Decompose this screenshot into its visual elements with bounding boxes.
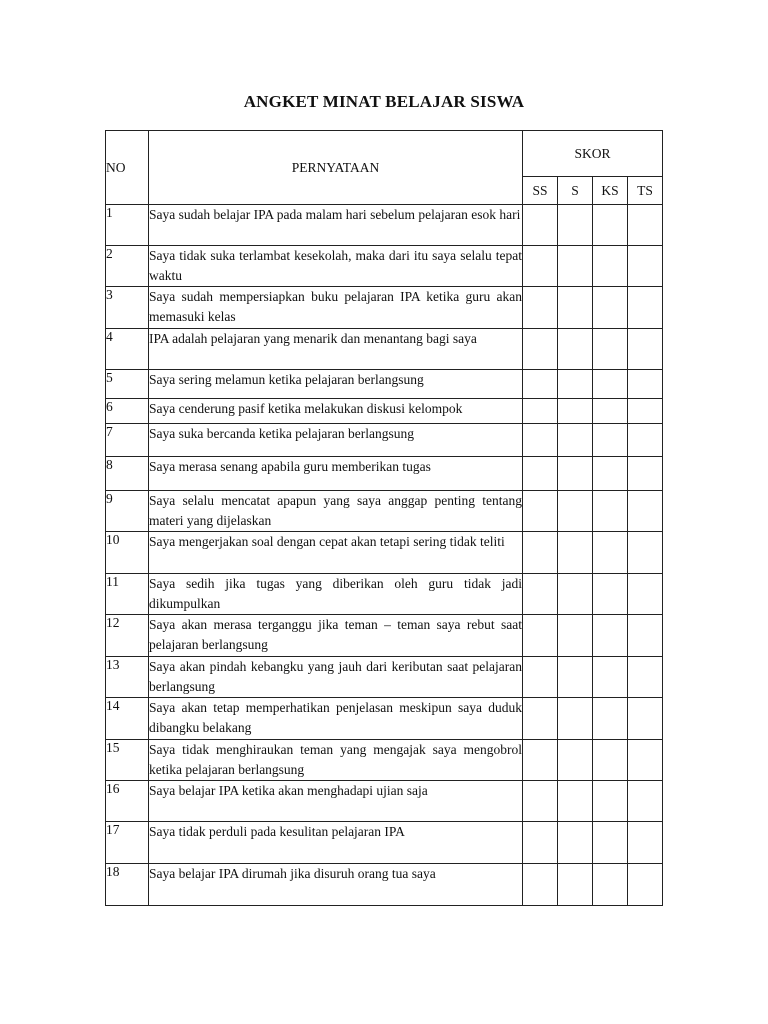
row-number: 14 xyxy=(106,698,149,740)
table-row xyxy=(106,781,663,822)
row-number: 7 xyxy=(106,424,149,457)
table-row xyxy=(106,457,663,491)
score-cell-ks[interactable] xyxy=(593,740,628,781)
score-cell-ss[interactable] xyxy=(523,329,558,370)
score-cell-ss[interactable] xyxy=(523,657,558,698)
score-cell-s[interactable] xyxy=(558,781,593,822)
row-number: 13 xyxy=(106,657,149,698)
row-statement: Saya akan tetap memperhatikan penjelasan meskipun saya duduk dibangku belakang xyxy=(149,698,523,740)
row-statement: Saya belajar IPA dirumah jika disuruh orang tua saya xyxy=(149,864,523,906)
row-number: 8 xyxy=(106,457,149,491)
score-cell-ts[interactable] xyxy=(628,287,663,329)
score-cell-ks[interactable] xyxy=(593,424,628,457)
score-cell-s[interactable] xyxy=(558,822,593,864)
page-title: ANGKET MINAT BELAJAR SISWA xyxy=(243,92,525,111)
table-row xyxy=(106,246,663,287)
score-cell-ts[interactable] xyxy=(628,864,663,906)
table-row xyxy=(106,864,663,906)
score-cell-ts[interactable] xyxy=(628,329,663,370)
score-cell-s[interactable] xyxy=(558,399,593,424)
row-statement: Saya mengerjakan soal dengan cepat akan tetapi sering tidak teliti xyxy=(149,532,523,574)
table-row xyxy=(106,532,663,574)
score-cell-ks[interactable] xyxy=(593,698,628,740)
table-row xyxy=(106,822,663,864)
header-option-s: S xyxy=(558,177,593,205)
score-cell-ss[interactable] xyxy=(523,457,558,491)
table-row xyxy=(106,740,663,781)
score-cell-ss[interactable] xyxy=(523,370,558,399)
header-no: NO xyxy=(106,131,149,205)
row-statement: Saya tidak suka terlambat kesekolah, maka dari itu saya selalu tepat waktu xyxy=(149,246,523,287)
score-cell-ss[interactable] xyxy=(523,781,558,822)
row-statement: Saya akan pindah kebangku yang jauh dari keributan saat pelajaran berlangsung xyxy=(149,657,523,698)
row-statement: Saya akan merasa terganggu jika teman – teman saya rebut saat pelajaran berlangsung xyxy=(149,615,523,657)
score-cell-ks[interactable] xyxy=(593,370,628,399)
row-number: 4 xyxy=(106,329,149,370)
score-cell-ks[interactable] xyxy=(593,399,628,424)
row-number: 15 xyxy=(106,740,149,781)
score-cell-s[interactable] xyxy=(558,287,593,329)
score-cell-ss[interactable] xyxy=(523,574,558,615)
score-cell-s[interactable] xyxy=(558,532,593,574)
score-cell-ts[interactable] xyxy=(628,615,663,657)
score-cell-ts[interactable] xyxy=(628,532,663,574)
row-number: 5 xyxy=(106,370,149,399)
score-cell-ks[interactable] xyxy=(593,864,628,906)
table-row xyxy=(106,329,663,370)
score-cell-s[interactable] xyxy=(558,615,593,657)
score-cell-ss[interactable] xyxy=(523,532,558,574)
score-cell-ts[interactable] xyxy=(628,370,663,399)
table-row xyxy=(106,287,663,329)
table-body xyxy=(106,205,663,906)
row-number: 2 xyxy=(106,246,149,287)
score-cell-ts[interactable] xyxy=(628,424,663,457)
row-statement: Saya sedih jika tugas yang diberikan oleh guru tidak jadi dikumpulkan xyxy=(149,574,523,615)
score-cell-ss[interactable] xyxy=(523,246,558,287)
survey-table xyxy=(105,130,663,906)
table-row xyxy=(106,205,663,246)
row-statement: Saya tidak perduli pada kesulitan pelajaran IPA xyxy=(149,822,523,864)
row-statement: Saya belajar IPA ketika akan menghadapi ujian saja xyxy=(149,781,523,822)
row-statement: Saya merasa senang apabila guru memberikan tugas xyxy=(149,457,523,491)
score-cell-ss[interactable] xyxy=(523,864,558,906)
score-cell-ts[interactable] xyxy=(628,457,663,491)
row-statement: Saya suka bercanda ketika pelajaran berlangsung xyxy=(149,424,523,457)
row-number: 3 xyxy=(106,287,149,329)
table-row xyxy=(106,370,663,399)
table-row xyxy=(106,698,663,740)
score-cell-ts[interactable] xyxy=(628,205,663,246)
score-cell-s[interactable] xyxy=(558,457,593,491)
score-cell-s[interactable] xyxy=(558,657,593,698)
row-number: 9 xyxy=(106,491,149,532)
row-statement: IPA adalah pelajaran yang menarik dan menantang bagi saya xyxy=(149,329,523,370)
score-cell-ks[interactable] xyxy=(593,574,628,615)
header-option-ts: TS xyxy=(628,177,663,205)
header-option-ks: KS xyxy=(593,177,628,205)
score-cell-ks[interactable] xyxy=(593,457,628,491)
score-cell-ks[interactable] xyxy=(593,205,628,246)
score-cell-ss[interactable] xyxy=(523,205,558,246)
score-cell-ts[interactable] xyxy=(628,698,663,740)
row-statement: Saya cenderung pasif ketika melakukan diskusi kelompok xyxy=(149,399,523,424)
score-cell-ss[interactable] xyxy=(523,491,558,532)
score-cell-s[interactable] xyxy=(558,698,593,740)
table-header xyxy=(106,131,663,205)
score-cell-s[interactable] xyxy=(558,246,593,287)
score-cell-ts[interactable] xyxy=(628,246,663,287)
score-cell-ts[interactable] xyxy=(628,740,663,781)
score-cell-ts[interactable] xyxy=(628,399,663,424)
row-number: 12 xyxy=(106,615,149,657)
score-cell-ts[interactable] xyxy=(628,822,663,864)
score-cell-s[interactable] xyxy=(558,424,593,457)
row-number: 16 xyxy=(106,781,149,822)
row-statement: Saya sering melamun ketika pelajaran berlangsung xyxy=(149,370,523,399)
row-number: 10 xyxy=(106,532,149,574)
score-cell-ss[interactable] xyxy=(523,615,558,657)
score-cell-ss[interactable] xyxy=(523,698,558,740)
score-cell-ss[interactable] xyxy=(523,287,558,329)
table-row xyxy=(106,574,663,615)
header-score: SKOR xyxy=(523,131,663,177)
score-cell-ks[interactable] xyxy=(593,329,628,370)
score-cell-s[interactable] xyxy=(558,864,593,906)
score-cell-ks[interactable] xyxy=(593,246,628,287)
score-cell-s[interactable] xyxy=(558,205,593,246)
row-number: 6 xyxy=(106,399,149,424)
score-cell-s[interactable] xyxy=(558,740,593,781)
score-cell-ts[interactable] xyxy=(628,574,663,615)
table-row xyxy=(106,491,663,532)
score-cell-s[interactable] xyxy=(558,370,593,399)
score-cell-s[interactable] xyxy=(558,491,593,532)
row-statement: Saya sudah belajar IPA pada malam hari sebelum pelajaran esok hari xyxy=(149,205,523,246)
row-statement: Saya sudah mempersiapkan buku pelajaran IPA ketika guru akan memasuki kelas xyxy=(149,287,523,329)
score-cell-ks[interactable] xyxy=(593,781,628,822)
score-cell-ks[interactable] xyxy=(593,287,628,329)
table-row xyxy=(106,399,663,424)
score-cell-s[interactable] xyxy=(558,329,593,370)
table-row xyxy=(106,615,663,657)
score-cell-ts[interactable] xyxy=(628,491,663,532)
score-cell-ks[interactable] xyxy=(593,491,628,532)
score-cell-ks[interactable] xyxy=(593,615,628,657)
row-number: 18 xyxy=(106,864,149,906)
table-row xyxy=(106,424,663,457)
score-cell-ss[interactable] xyxy=(523,424,558,457)
score-cell-ss[interactable] xyxy=(523,822,558,864)
score-cell-ks[interactable] xyxy=(593,532,628,574)
row-number: 11 xyxy=(106,574,149,615)
score-cell-ts[interactable] xyxy=(628,657,663,698)
row-statement: Saya tidak menghiraukan teman yang mengajak saya mengobrol ketika pelajaran berlangsung xyxy=(149,740,523,781)
score-cell-ts[interactable] xyxy=(628,781,663,822)
table-row xyxy=(106,657,663,698)
row-number: 17 xyxy=(106,822,149,864)
row-statement: Saya selalu mencatat apapun yang saya anggap penting tentang materi yang dijelaskan xyxy=(149,491,523,532)
score-cell-ks[interactable] xyxy=(593,822,628,864)
score-cell-ss[interactable] xyxy=(523,740,558,781)
header-option-ss: SS xyxy=(523,177,558,205)
score-cell-ks[interactable] xyxy=(593,657,628,698)
score-cell-ss[interactable] xyxy=(523,399,558,424)
score-cell-s[interactable] xyxy=(558,574,593,615)
row-number: 1 xyxy=(106,205,149,246)
header-statement: PERNYATAAN xyxy=(149,131,523,205)
